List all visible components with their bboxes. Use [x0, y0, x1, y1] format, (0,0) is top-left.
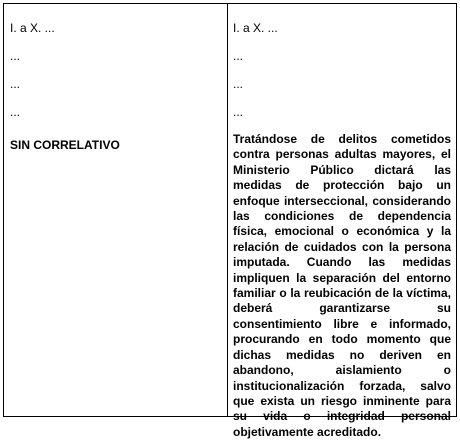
right-ellipsis-1: ...: [233, 49, 244, 63]
right-ellipsis-3: ...: [233, 105, 244, 119]
right-column: [228, 4, 456, 439]
left-fraction-range: I. a X. ...: [10, 21, 55, 35]
right-ellipsis-2: ...: [233, 77, 244, 91]
comparison-table: [3, 3, 457, 439]
left-column: [4, 4, 228, 416]
left-ellipsis-1: ...: [10, 49, 21, 63]
right-fraction-range: I. a X. ...: [233, 21, 278, 35]
left-ellipsis-3: ...: [10, 105, 21, 119]
right-proposed-paragraph: Tratándose de delitos cometidos contra personas adultas mayores, el Ministerio Público dictará las medidas de protección bajo un enfoque interseccional, considerando las condiciones de dependencia física, emocional o económica y la relación de cuidados con la persona imputada. Cuando las medidas impliquen la separación del entorno familiar o la reubicación de la víctima, deberá garantizarse su consentimiento libre e informado, procurando en todo momento que dichas medidas no deriven en abandono, aislamiento o institucionalización forzada, salvo que exista un riesgo inminente para su vida o integridad personal objetivamente acreditado.: [233, 132, 451, 439]
left-ellipsis-2: ...: [10, 77, 21, 91]
left-no-correlative-heading: SIN CORRELATIVO: [10, 138, 120, 152]
